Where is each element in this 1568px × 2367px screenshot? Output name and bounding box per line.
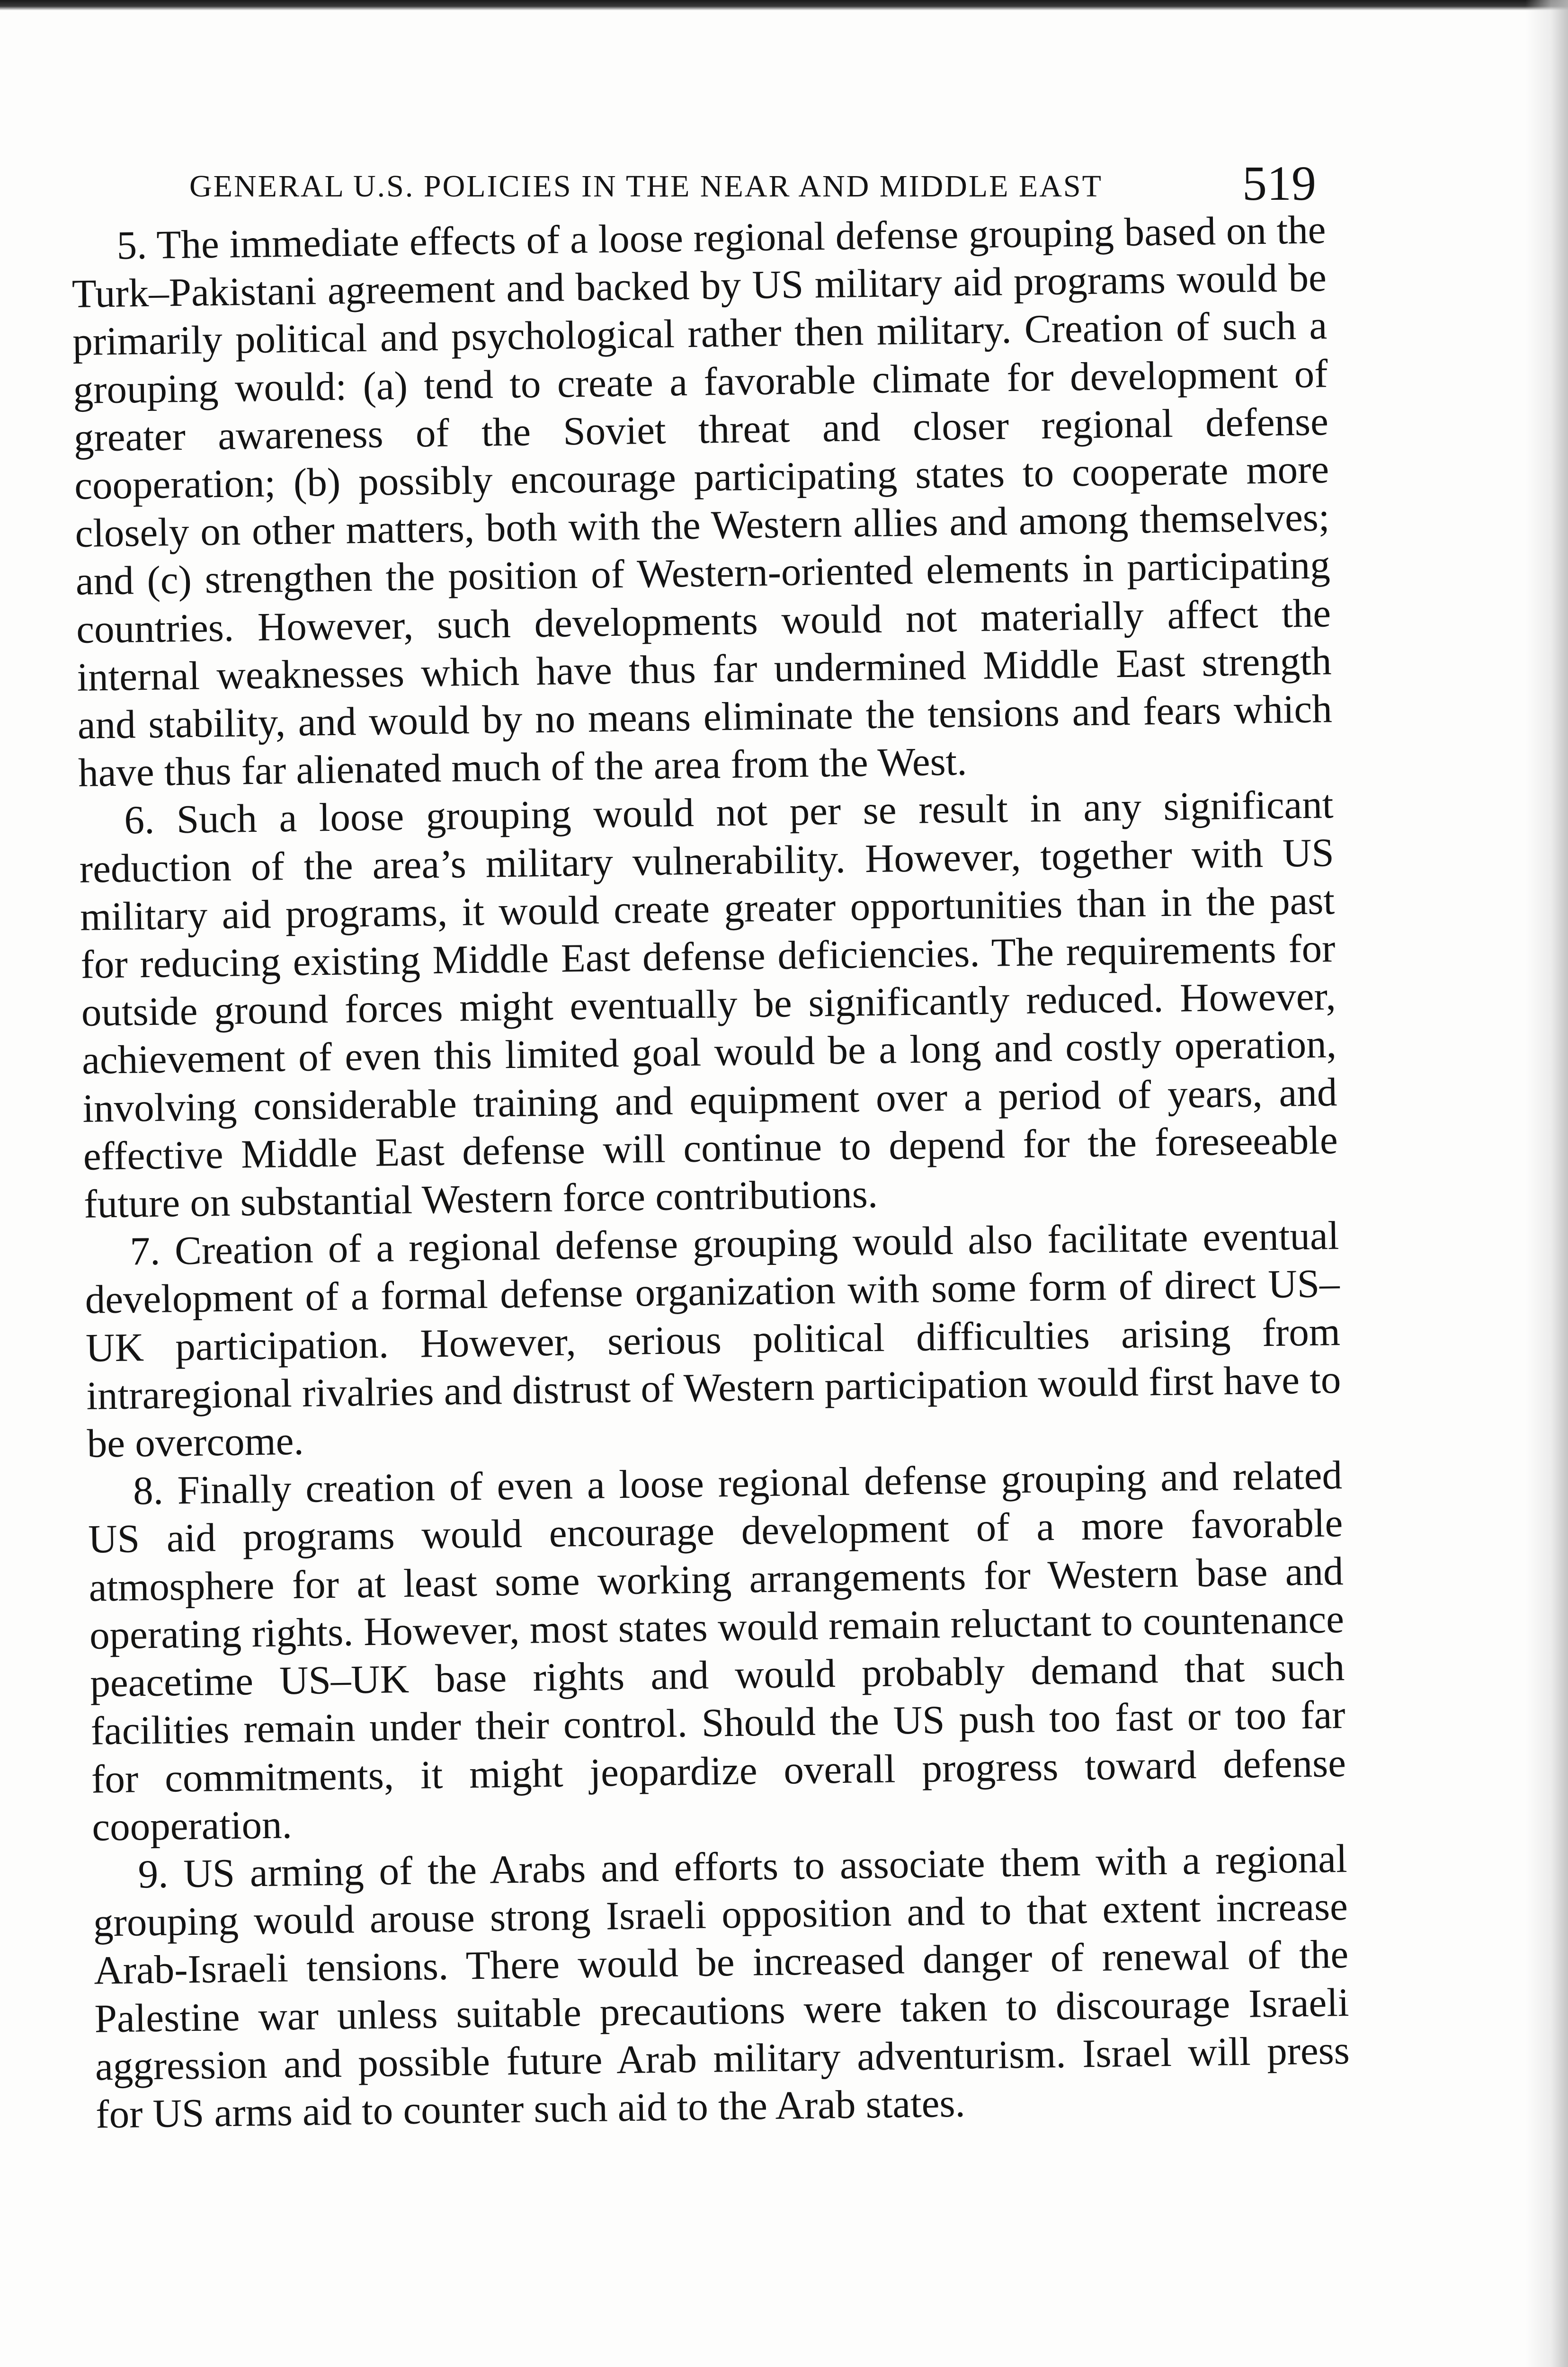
paragraph-5: 5. The immediate effects of a loose regional defense grouping based on the Turk–Pakistani agreement and backed by US military aid programs would be primarily political and psychological rather then military. Creation of such a grouping would: (a) tend to create a favorable climate for development of greater awareness of the Soviet threat and closer regional defense cooperation; (b) possibly encourage participating states to cooperate more closely on other matters, both with the Western allies and among themselves; and (c) strengthen the position of Western-oriented elements in participating countries. However, such developments would not materially affect the internal weaknesses which have thus far undermined Middle East strength and stability, and would by no means eliminate the tensions and fears which have thus far alienated much of the area from the West.	[71, 207, 1333, 796]
paragraph-9: 9. US arming of the Arabs and efforts to associate them with a regional grouping would arouse strong Israeli opposition and to that extent increase Arab-Israeli tensions. There would be increased danger of renewal of the Palestine war unless suitable precautions were taken to discourage Israeli aggression and possible future Arab military adventurism. Israel will press for US arms aid to counter such aid to the Arab states.	[93, 1836, 1350, 2137]
body-text	[71, 206, 1351, 2138]
page-number: 519	[1242, 156, 1316, 211]
scan-top-edge	[0, 0, 1568, 10]
paragraph-8: 8. Finally creation of even a loose regional defense grouping and related US aid programs would encourage development of a more favorable atmosphere for at least some working arrangements for Western base and operating rights. However, most states would remain reluctant to countenance peacetime US–UK base rights and would probably demand that such facilities remain under their control. Should the US push too fast or too far for commitments, it might jeopardize overall progress toward defense cooperation.	[88, 1453, 1346, 1850]
scan-right-edge	[1525, 0, 1568, 2367]
running-head	[189, 142, 1316, 213]
paragraph-6: 6. Such a loose grouping would not per se result in any significant reduction of the area’s military vulnerability. However, together with US military aid programs, it would create greater opportunities than in the past for reducing existing Middle East defense deficiencies. The requirements for outside ground forces might eventually be significantly reduced. However, achievement of even this limited goal would be a long and costly operation, involving considerable training and equipment over a period of years, and effective Middle East defense will continue to depend for the foreseeable future on substantial Western force contributions.	[79, 782, 1338, 1227]
paragraph-7: 7. Creation of a regional defense grouping would also facilitate eventual development of a formal defense organization with some form of direct US–UK participation. However, serious political difficulties arising from intraregional rivalries and distrust of Western participation would first have to be overcome.	[85, 1213, 1341, 1466]
running-title: GENERAL U.S. POLICIES IN THE NEAR AND MIDDLE EAST	[189, 169, 1103, 204]
